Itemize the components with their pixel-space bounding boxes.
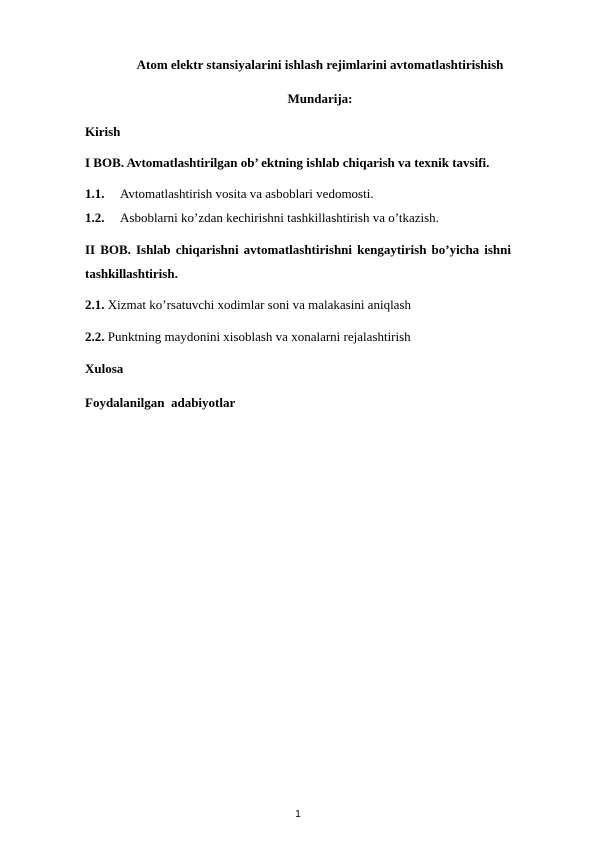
toc-item-1-1 [85, 186, 511, 202]
toc-references: Foydalanilgan adabiyotlar [85, 395, 236, 410]
toc-item-1-2-number: 1.2. [85, 210, 105, 225]
page-number: 1 [295, 809, 301, 820]
toc-item-2-1-number: 2.1. [85, 297, 105, 312]
toc-item-2-1-text: Xizmat ko’rsatuvchi xodimlar soni va malakasini aniqlash [104, 297, 412, 312]
toc-item-2-2-text: Punktning maydonini xisoblash va xonalarni rejalashtirish [104, 329, 411, 344]
toc-item-1-1-text: Avtomatlashtirish vosita va asboblari vedomosti. [120, 186, 374, 201]
toc-conclusion: Xulosa [85, 361, 124, 376]
toc-chapter-2-line-2: tashkillashtirish. [85, 266, 178, 281]
toc-item-1-2 [85, 210, 511, 226]
toc-item-2-2 [85, 329, 511, 345]
toc-item-2-1 [85, 297, 511, 313]
toc-chapter-1: I BOB. Avtomatlashtirilgan ob’ ektning ishlab chiqarish va texnik tavsifi. [85, 155, 490, 170]
contents-heading: Mundarija: [287, 91, 353, 106]
toc-item-2-2-number: 2.2. [85, 329, 105, 344]
document-title: Atom elektr stansiyalarini ishlash rejimlarini avtomatlashtirishish [136, 57, 504, 72]
toc-item-1-1-number: 1.1. [85, 186, 105, 201]
toc-chapter-2-line-1: II BOB. Ishlab chiqarishni avtomatlashtirishni kengaytirish bo’yicha ishni [85, 242, 511, 257]
toc-item-1-2-text: Asboblarni ko’zdan kechirishni tashkillashtirish va o’tkazish. [120, 210, 439, 225]
toc-intro: Kirish [85, 124, 121, 139]
